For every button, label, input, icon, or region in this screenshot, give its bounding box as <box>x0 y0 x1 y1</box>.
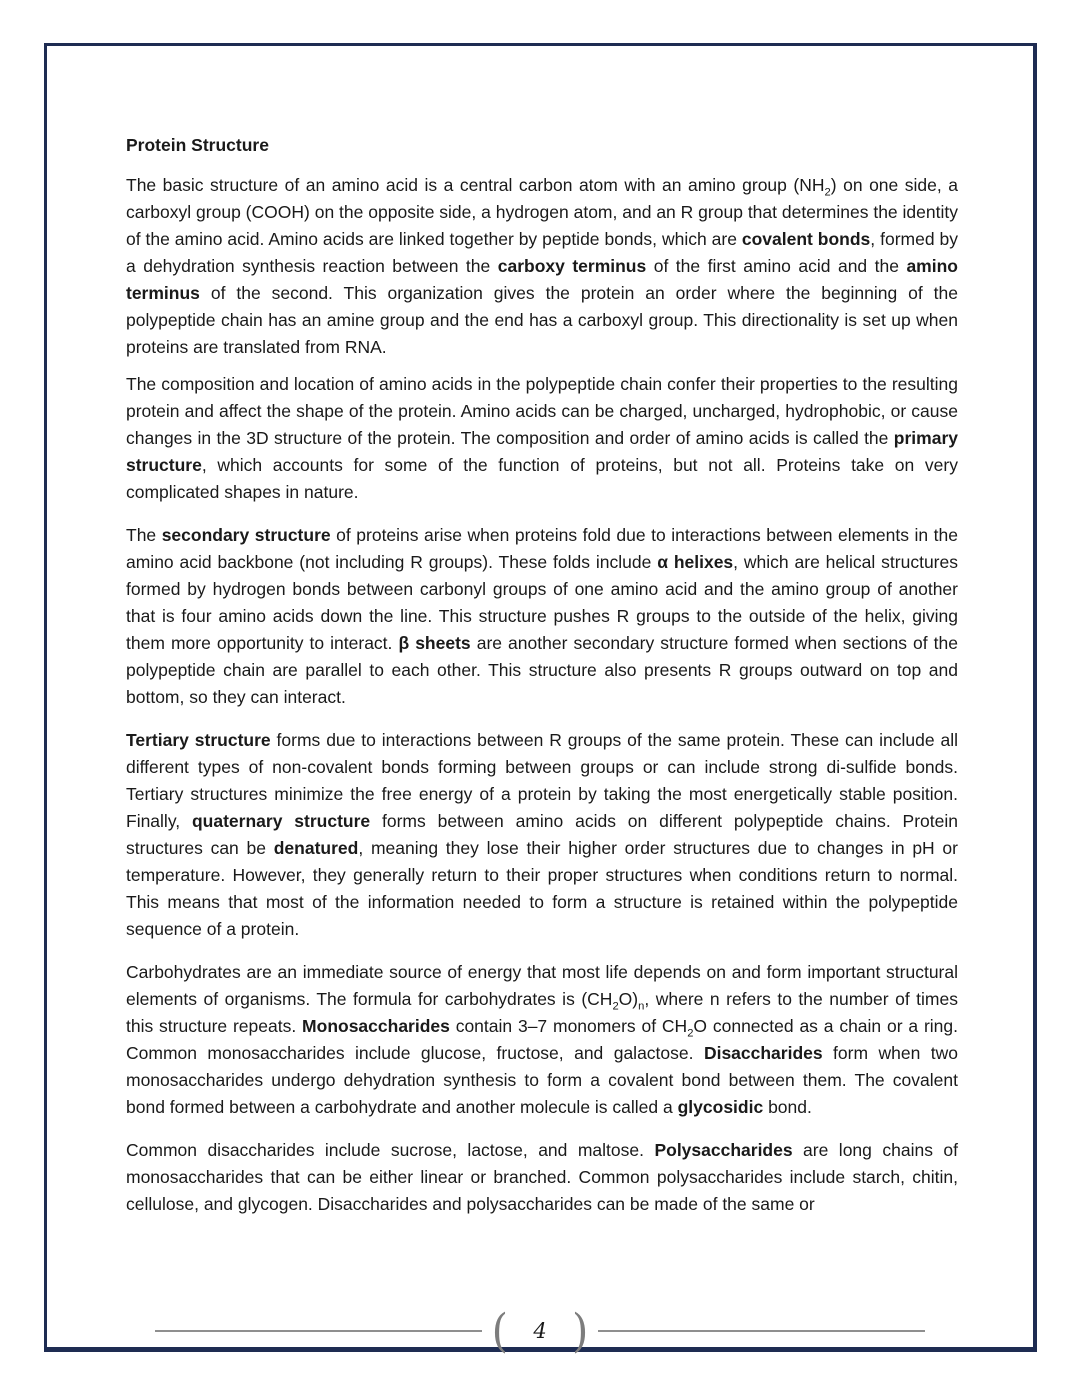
paragraph: Carbohydrates are an immediate source of energy that most life depends on and form important structural elements of organisms. The formula for carbohydrates is $(CH_2O)_n$, where n refers to the number of times this structure repeats. Monosaccharides contain 3–7 monomers of $CH_2O$ connected as a chain or a ring. Common monosaccharides include glucose, fructose, and galactose. Disaccharides form when two monosaccharides undergo dehydration synthesis to form a covalent bond between them. The covalent bond formed between a carbohydrate and another molecule is called a glycosidic bond. <box>126 962 959 1117</box>
page-border-frame <box>44 43 1037 1358</box>
section-heading: Protein Structure <box>126 135 269 155</box>
page-number-left-bracket: ( <box>491 1303 508 1358</box>
paragraph: The basic structure of an amino acid is a central carbon atom with an amino group $(NH_2)$ on one side, a carboxyl group (COOH) on the opposite side, a hydrogen atom, and an R group that determines the identity of the amino acid. Amino acids are linked together by peptide bonds, which are covalent bonds, formed by a dehydration synthesis reaction between the carboxy terminus of the first amino acid and the amino terminus of the second. This organization gives the protein an order where the beginning of the polypeptide chain has an amine group and the end has a carboxyl group. This directionality is set up when proteins are translated from RNA. <box>126 175 958 357</box>
paragraph: The secondary structure of proteins arise when proteins fold due to interactions between elements in the amino acid backbone (not including R groups). These folds include α helixes, which are helical structures formed by hydrogen bonds between carbonyl groups of one amino acid and the amino group of another that is four amino acids down the line. This structure pushes R groups to the outside of the helix, giving them more opportunity to interact. β sheets are another secondary structure formed when sections of the polypeptide chain are parallel to each other. This structure also presents R groups outward on top and bottom, so they can interact. <box>126 525 958 707</box>
page-footer <box>155 1303 925 1358</box>
paragraph: Tertiary structure forms due to interactions between R groups of the same protein. These can include all different types of non-covalent bonds forming between groups or can include strong di-sulfide bonds. Tertiary structures minimize the free energy of a protein by taking the most energetically stable position. Finally, quaternary structure forms between amino acids on different polypeptide chains. Protein structures can be denatured, meaning they lose their higher order structures due to changes in pH or temperature. However, they generally return to their proper structures when conditions return to normal. This means that most of the information needed to form a structure is retained within the polypeptide sequence of a protein. <box>126 730 958 939</box>
footer-rule-left <box>155 1330 482 1332</box>
page-number: 4 <box>533 1319 547 1343</box>
page-number-right-bracket: ) <box>572 1303 589 1358</box>
paragraph: Common disaccharides include sucrose, lactose, and maltose. Polysaccharides are long chains of monosaccharides that can be either linear or branched. Common polysaccharides include starch, chitin, cellulose, and glycogen. Disaccharides and polysaccharides can be made of the same or <box>126 1140 958 1214</box>
paragraph: The composition and location of amino acids in the polypeptide chain confer their properties to the resulting protein and affect the shape of the protein. Amino acids can be charged, uncharged, hydrophobic, or cause changes in the 3D structure of the protein. The composition and order of amino acids is called the primary structure, which accounts for some of the function of proteins, but not all. Proteins take on very complicated shapes in nature. <box>126 374 958 502</box>
footer-rule-right <box>598 1330 925 1332</box>
paragraph-container <box>126 172 958 1218</box>
page-content <box>47 46 1033 1218</box>
